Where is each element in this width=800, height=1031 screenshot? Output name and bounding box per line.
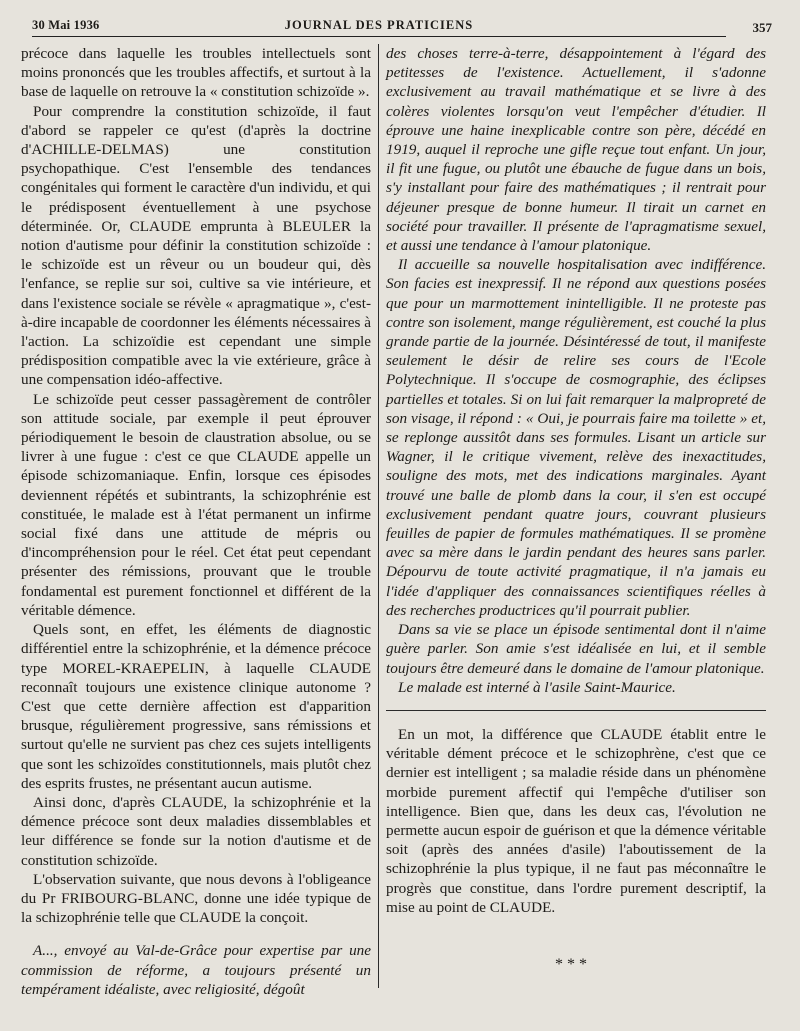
observation-paragraph: Le malade est interné à l'asile Saint-Maurice. xyxy=(398,678,676,696)
observation-paragraph: des choses terre-à-terre, désappointement à l'égard des petitesses de l'existence. Actuellement, il s'adonne exclusivement au travail mathématique et se livre à des colères violentes lorsqu'on veut l'empêcher d'étudier. Il éprouve une haine inexplicable contre son père, décédé en 1919, auquel il reproche une gifle reçue tout enfant. Un jour, il fit une fugue, ou plutôt une ébauche de fugue dans un bois, s'y installant pour faire des mathématiques ; il rentrait pour déjeuner presque de bonne humeur. Il tirait un carnet en société pour travailler. Il présente de l'apragmatisme sexuel, et aussi une tendance à l'amour platonique. xyxy=(386,45,766,255)
page-number: 357 xyxy=(752,20,772,35)
observation-paragraph: Il accueille sa nouvelle hospitalisation avec indifférence. Son facies est inexpressif. Il ne répond aux questions posées que pour un marmottement inintelligible. Il ne proteste pas contre son isolement, mange régulièrement, est couché la plus grande partie de la journée. Désintéressé de tout, il manifeste seulement le désir de relire ses cours de l'Ecole Polytechnique. Il s'occupe de cosmographie, des éclipses partielles et totales. Si on lui fait remarquer la malpropreté de son visage, il répond : « Oui, je pourrais faire ma toilette » et, se replonge aussitôt dans ses formules. Lisant un article sur Wagner, il le critique vivement, relève des inexactitudes, souligne des mots, met des indications marginales. Ayant trouvé une balle de plomb dans la cour, il s'en est occupé exclusivement pendant quatre jours, couvrant plusieurs feuilles de papier de formules mathématiques. Il se promène avec sa mère dans le jardin pendant des heures sans parler. Dépourvu de toute activité pragmatique, il n'a jamais eu l'idée d'appliquer des connaissances scientifiques réelles à des recherches productrices qu'il pourrait publier. xyxy=(386,256,766,619)
paragraph: Ainsi donc, d'après CLAUDE, la schizophrénie et la démence précoce sont deux maladies dissemblables et leur différence se fonde sur la notion d'autisme et de constitution schizoïde. xyxy=(21,793,371,869)
paragraph: En un mot, la différence que CLAUDE établit entre le véritable dément précoce et le schizophrène, c'est que ce dernier est intelligent ; sa maladie réside dans un phénomène morbide purement affectif qui l'empêche d'utiliser son intelligence. Bien que, dans les deux cas, l'évolution ne permette aucun espoir de guérison et que la démence véritable soit (après des années d'asile) l'aboutissement de la schizophrénie la plus typique, il ne faut pas méconnaître le progrès que constitue, dans l'ordre purement descriptif, la mise au point de CLAUDE. xyxy=(386,725,766,916)
paragraph: Pour comprendre la constitution schizoïde, il faut d'abord se rappeler ce qu'est (d'après la doctrine d'ACHILLE-DELMAS) une constitution psychopathique. C'est l'ensemble des tendances congénitales qui forment le caractère d'un individu, et qui le prédisposent éventuellement à une psychose déterminée. Or, CLAUDE emprunta à BLEULER la notion d'autisme pour définir la constitution schizoïde : le schizoïde est un rêveur ou un boudeur qui, dès l'enfance, se replie sur soi, cultive sa vie intérieure, et dans l'existence sociale se révèle « apragmatique », c'est-à-dire incapable de coordonner les éléments nécessaires à l'action. La schizoïdie est cependant une simple prédisposition compatible avec la vie extérieure, grâce à une compensation idéo-affective. xyxy=(21,102,371,389)
right-column xyxy=(386,44,766,917)
paragraph: précoce dans laquelle les troubles intellectuels sont moins prononcés que les troubles affectifs, et surtout à la base de laquelle on retrouve la « constitution schizoïde ». xyxy=(21,45,371,101)
journal-title: JOURNAL DES PRATICIENS xyxy=(284,18,474,32)
observation-paragraph: Dans sa vie se place un épisode sentimental dont il n'aime guère parler. Son amie s'est idéalisée en lui, et il semble toujours être demeuré dans le domaine de l'amour platonique. xyxy=(386,621,766,677)
left-column xyxy=(21,44,371,999)
asterism-glyph: * * * xyxy=(555,956,587,973)
column-rule xyxy=(378,44,379,988)
observation-paragraph: A..., envoyé au Val-de-Grâce pour expertise par une commission de réforme, a toujours présenté un tempérament idéaliste, avec religiosité, dégoût xyxy=(21,942,371,998)
asterism xyxy=(546,956,596,973)
section-separator xyxy=(386,710,766,711)
issue-date: 30 Mai 1936 xyxy=(32,18,100,32)
paragraph: Le schizoïde peut cesser passagèrement de contrôler son attitude sociale, par exemple il peut éprouver périodiquement le besoin de claustration absolue, ou se livrer à une fugue : c'est ce que CLAUDE appelle un épisode schizomaniaque. Enfin, lorsque ces épisodes deviennent répétés et subintrants, la schizophrénie est constituée, le malade est à l'état permanent un infirme social fixé dans une attitude de mépris ou d'incompréhension pour le réel. Cet état peut cependant présenter des rémissions, prouvant que le trouble fondamental est purement fonctionnel et différent de la véritable démence. xyxy=(21,390,371,619)
running-header xyxy=(32,14,772,37)
paragraph: Quels sont, en effet, les éléments de diagnostic différentiel entre la schizophrénie, et la démence précoce type MOREL-KRAEPELIN, à laquelle CLAUDE reconnaît toujours une existence clinique autonome ? C'est que cette dernière affection est d'apparition brusque, régulièrement progressive, sans rémissions et surtout qu'elle ne survient pas chez ces sujets intelligents que sont les schizoïdes constitutionnels, mais plutôt chez des esprits frustes, ne présentant aucun autisme. xyxy=(21,621,371,792)
paragraph: L'observation suivante, que nous devons à l'obligeance du Pr FRIBOURG-BLANC, donne une idée typique de la schizophrénie telle que CLAUDE la conçoit. xyxy=(21,870,371,927)
